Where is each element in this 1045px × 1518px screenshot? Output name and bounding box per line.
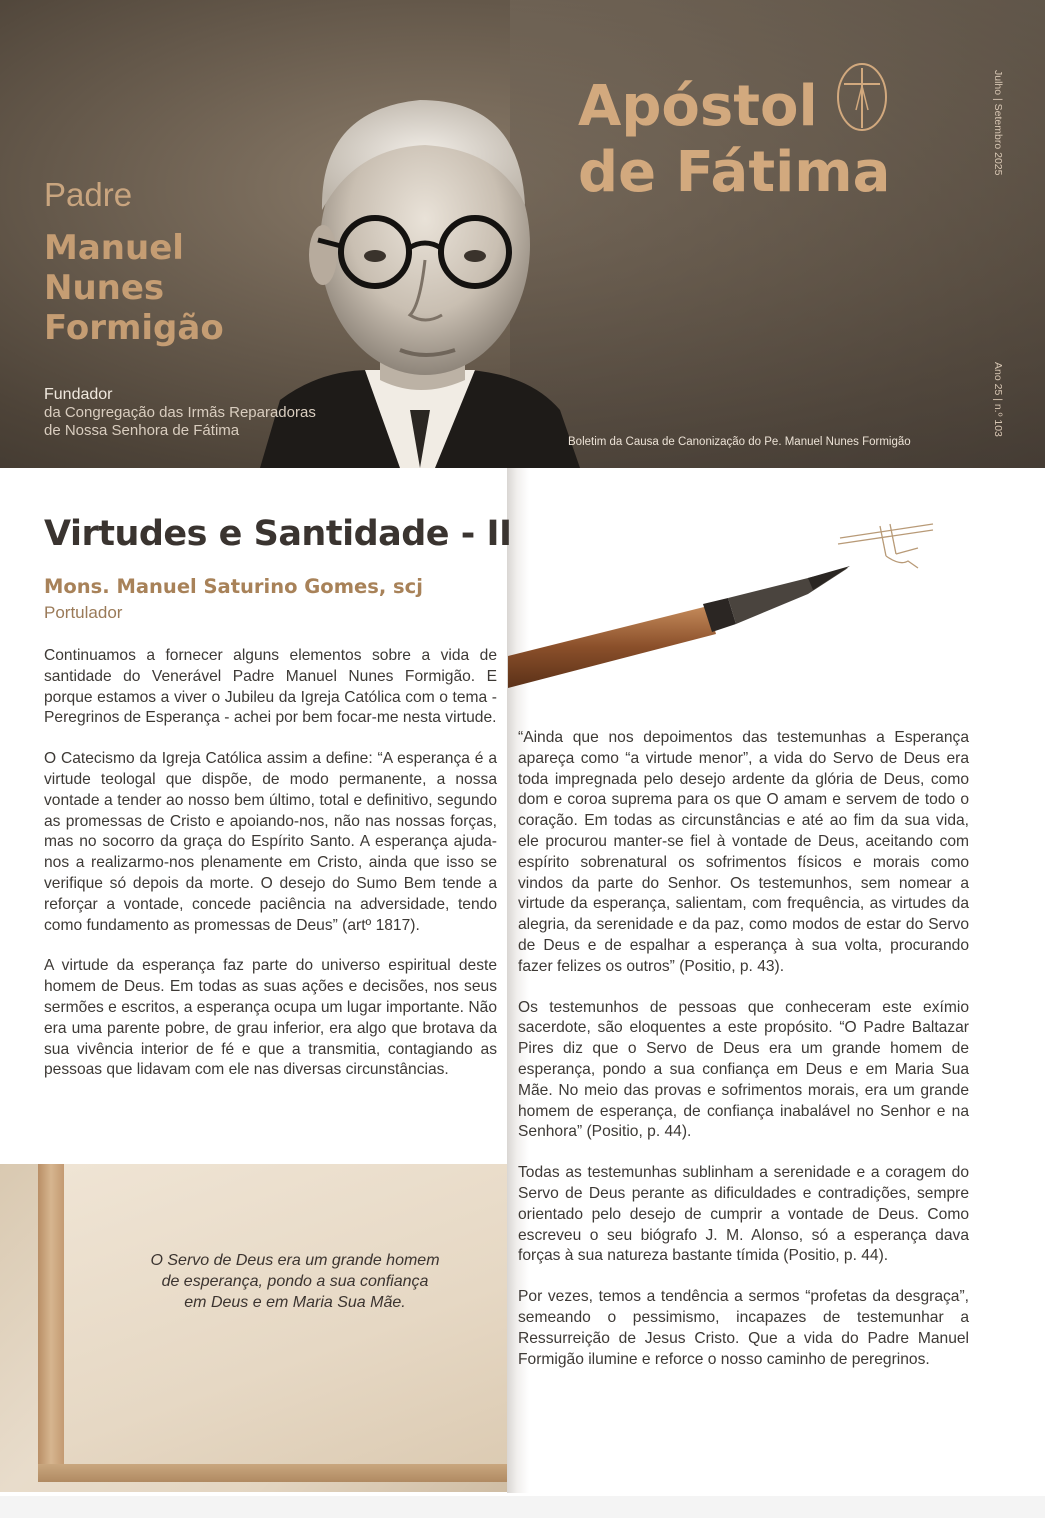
old-book-image — [0, 1164, 507, 1492]
founder-name — [44, 228, 284, 348]
founder-name-line: Nunes — [44, 268, 165, 308]
article-paragraph: Continuamos a fornecer alguns elementos sobre a vida de santidade do Venerável Padre Manuel Nunes Formigão. E porque estamos a viver o Jubileu da Igreja Católica com o tema - Peregrinos de Esperança - achei por bem focar-me nesta virtude. — [44, 647, 497, 727]
article-paragraph: “Ainda que nos depoimentos das testemunhas a Esperança apareça como “a virtude menor”, a vida do Servo de Deus era toda impregnada pelo desejo ardente da glória de Deus, como dom e coroa suprema para os que O amam e servem de todo o coração. Em todas as circunstâncias e até ao fim da sua vida, ele procurou manter-se fiel à vontade de Deus, aceitando com espírito sobrenatural os sofrimentos físicos e morais como vindos da parte do Senhor. Os testemunhos, sem nomear a virtude da esperança, salientam, com frequência, as virtudes da alegria, da serenidade e da paz, como modos de estar do Servo de Deus e de espalhar a esperança à sua volta, procurando fazer felizes os outros” (Positio, p. 43). — [518, 729, 969, 975]
congregation-line: da Congregação das Irmãs Reparadoras — [44, 404, 316, 421]
crucifix-logo-icon — [834, 60, 890, 134]
pull-quote-line: de esperança, pondo a sua confiança — [161, 1273, 429, 1290]
congregation-text — [44, 404, 374, 440]
header-background-tone — [510, 0, 1045, 468]
cover-header — [0, 0, 1045, 468]
book-page-edge — [38, 1164, 64, 1474]
book-sheet — [64, 1164, 507, 1464]
pull-quote — [130, 1250, 460, 1313]
article-paragraph: Todas as testemunhas sublinham a serenidade e a coragem do Servo de Deus perante as dificuldades e contradições, sempre orientado pelo desejo de cumprir a vontade de Deus. Como escreveu o seu biógrafo J. M. Alonso, só a esperança dava forças à sua natureza bastante tímida (Positio, p. 44). — [518, 1164, 969, 1265]
issue-date: Julho | Setembro 2025 — [992, 70, 1004, 176]
issue-number: Ano 25 | n.º 103 — [992, 362, 1004, 437]
author-role: Portulador — [44, 603, 123, 622]
bulletin-title-line: de Fátima — [578, 140, 891, 205]
padre-label: Padre — [44, 176, 133, 213]
article-paragraph: Os testemunhos de pessoas que conheceram este exímio sacerdote, são eloquentes a este propósito. “O Padre Baltazar Pires diz que o Servo de Deus era um grande homem de esperança, pondo a sua confiança em Deus e em Maria Sua Mãe. No meio das provas e sofrimentos morais, era um grande homem de esperança, de confiança inabalável no Senhor e na Senhora” (Positio, p. 44). — [518, 998, 969, 1141]
article-right-column — [518, 728, 969, 1390]
founder-name-line: Formigão — [44, 308, 224, 348]
pull-quote-line: O Servo de Deus era um grande homem — [150, 1252, 440, 1269]
book-page-bottom — [38, 1464, 507, 1482]
article-paragraph: O Catecismo da Igreja Católica assim a define: “A esperança é a virtude teologal que dispõe, de modo permanente, a nossa vontade a tender ao nosso bem último, total e definitivo, segundo as promessas de Cristo e apoiando-nos, não nas nossas forças, mas no socorro da graça do Espírito Santo. A esperança ajuda-nos a realizarmo-nos plenamente em Cristo, ainda que isso se verifique só depois da morte. O desejo do Sumo Bem tende a reforçar a vontade, concede paciência na adversidade, tendo como fundamento as promessas de Deus” (artº 1817). — [44, 750, 497, 934]
fountain-pen-image — [508, 516, 948, 716]
article-author: Mons. Manuel Saturino Gomes, scj — [44, 575, 423, 598]
bulletin-title-line: Apóstol — [578, 74, 818, 139]
bulletin-subtitle: Boletim da Causa de Canonização do Pe. Manuel Nunes Formigão — [568, 436, 911, 448]
fundador-label: Fundador — [44, 386, 113, 403]
article-paragraph: Por vezes, temos a tendência a sermos “profetas da desgraça”, semeando o pessimismo, incapazes de testemunhar a Ressurreição de Jesus Cristo. Que a vida do Padre Manuel Formigão ilumine e reforce o nosso caminho de peregrinos. — [518, 1288, 969, 1368]
pull-quote-line: em Deus e em Maria Sua Mãe. — [184, 1294, 406, 1311]
article-left-column — [44, 646, 497, 1101]
founder-name-line: Manuel — [44, 228, 184, 268]
article-title: Virtudes e Santidade - II — [44, 514, 512, 554]
article-paragraph: A virtude da esperança faz parte do universo espiritual deste homem de Deus. Em todas as suas ações e decisões, nos seus sermões e escritos, a esperança ocupa um lugar importante. Não era uma parente pobre, de grau inferior, era algo que brotava da sua vivência interior de fé e que a transmitia, contagiando as pessoas que lidavam com ele nas diversas circunstâncias. — [44, 957, 497, 1079]
page-bottom-margin — [0, 1496, 1045, 1518]
congregation-line: de Nossa Senhora de Fátima — [44, 422, 240, 439]
